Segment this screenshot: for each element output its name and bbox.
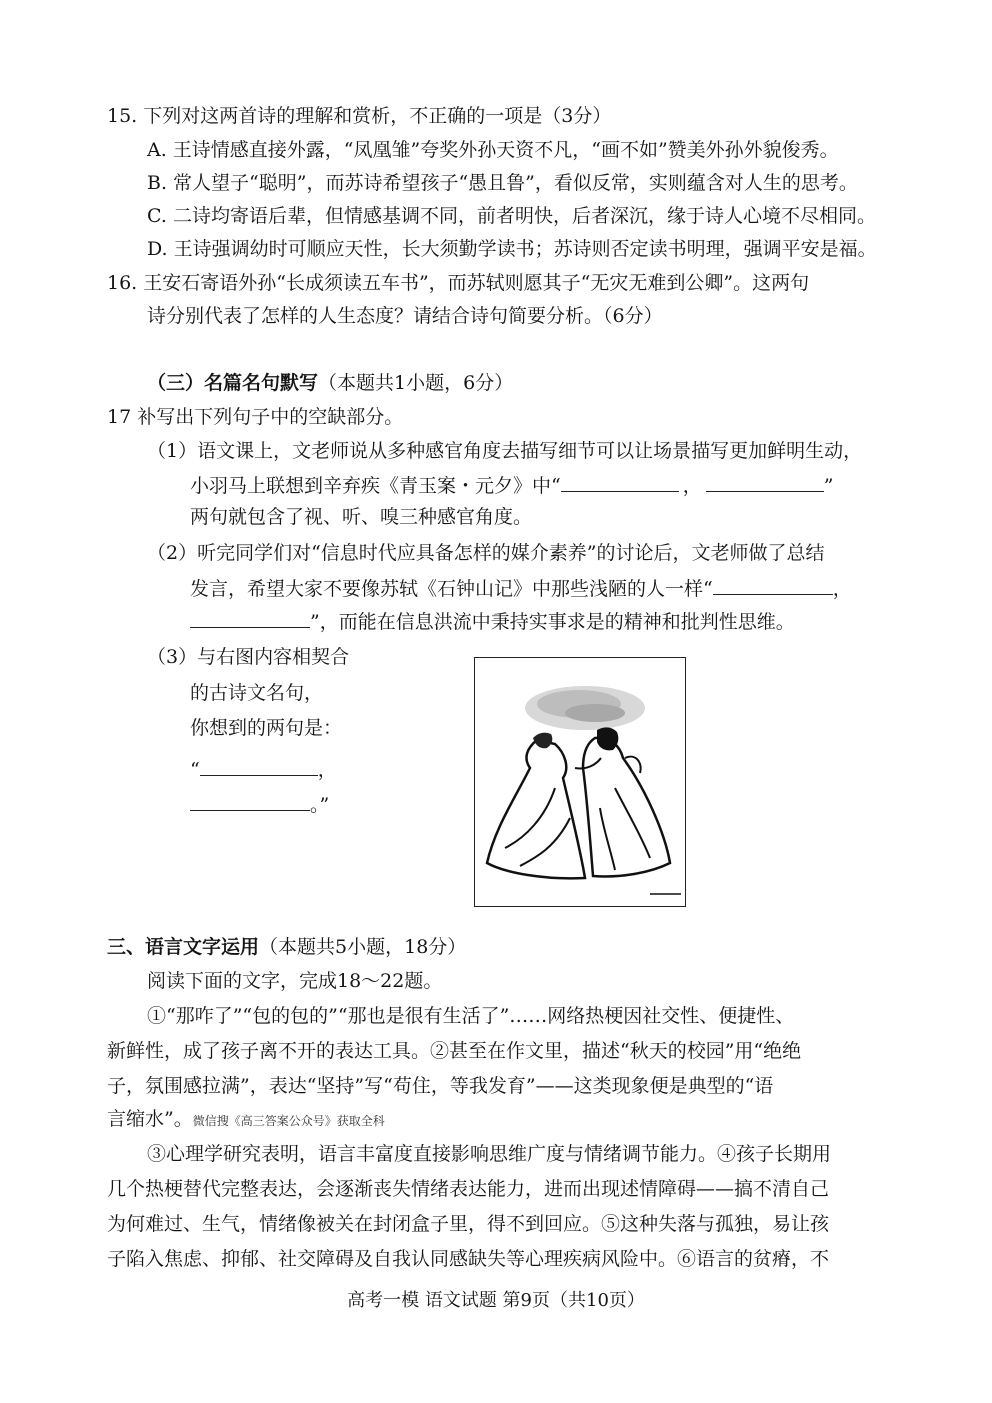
q17-p3-blank-2[interactable] [190,790,310,811]
q17-p2-prompt: 发言，希望大家不要像苏轼《石钟山记》中那些浅陋的人一样“ [190,578,713,600]
q16-line1: 16. 王安石寄语外孙“长成须读五车书”，而苏轼则愿其子“无灾无难到公卿”。这两句 [107,272,810,294]
q17-p1-line3: 两句就包含了视、听、嗅三种感官角度。 [190,506,533,528]
q15-stem: 15. 下列对这两首诗的理解和赏析，不正确的一项是（3分） [107,105,612,127]
comma: ， [682,475,702,497]
close-quote: ” [823,475,834,497]
part3-intro: 阅读下面的文字，完成18～22题。 [147,970,443,992]
q15-option-a: A. 王诗情感直接外露，“凤凰雏”夸奖外孙天资不凡，“画不如”赞美外孙外貌俊秀。 [147,139,839,161]
q17-p1-line2 [190,471,833,499]
end-quote: 。” [310,794,330,816]
q17-p2-line3 [190,607,795,635]
q17-p2-blank-1[interactable] [713,574,833,595]
q17-p3-line3: 你想到的两句是： [190,717,343,739]
para2-line4: 子陷入焦虑、抑郁、社交障碍及自我认同感缺失等心理疾病风险中。⑥语言的贫瘠，不 [107,1248,830,1270]
q17-stem: 17 补写出下列句子中的空缺部分。 [107,406,404,428]
para2-line3: 为何难过、生气，情绪像被关在封闭盒子里，得不到回应。⑤这种失落与孤独，易让孩 [107,1213,830,1235]
para2-line1: ③心理学研究表明，语言丰富度直接影响思维广度与情绪调节能力。④孩子长期用 [147,1143,832,1165]
part3-note: （本题共5小题，18分） [259,936,467,958]
section3-title: （三）名篇名句默写 [147,372,319,394]
q16-line2: 诗分别代表了怎样的人生态度？请结合诗句简要分析。（6分） [147,305,663,327]
q17-p2-line1: （2）听完同学们对“信息时代应具备怎样的媒介素养”的讨论后，文老师做了总结 [147,542,825,564]
para2-line2: 几个热梗替代完整表达，会逐渐丧失情绪表达能力，进而出现述情障碍——搞不清自己 [107,1178,830,1200]
scholars-drawing [475,658,684,905]
q17-p2-tail: ”，而能在信息洪流中秉持实事求是的精神和批判性思维。 [310,611,795,633]
para1-line2: 新鲜性，成了孩子离不开的表达工具。②甚至在作文里，描述“秋天的校园”用“绝绝 [107,1040,802,1062]
part3-heading [107,934,466,960]
q17-p3-answer-1 [190,755,337,783]
section3-note: （本题共1小题，6分） [318,372,514,394]
open-quote: “ [190,759,200,781]
section3-heading [147,370,513,396]
q17-p3-blank-1[interactable] [200,755,318,776]
q17-p2-blank-2[interactable] [190,607,310,628]
q15-option-b: B. 常人望子“聪明”，而苏诗希望孩子“愚且鲁”，看似反常，实则蕴含对人生的思考。 [147,172,858,194]
q17-p1-blank-2[interactable] [706,471,824,492]
q17-p3-line1: （3）与右图内容相契合 [147,646,350,668]
part3-title: 三、语言文字运用 [107,936,260,958]
q17-p3-answer-2 [190,790,329,818]
q17-p1-line1: （1）语文课上，文老师说从多种感官角度去描写细节可以让场景描写更加鲜明生动， [147,440,863,462]
comma: ， [317,759,337,781]
scholars-illustration [474,657,686,907]
q17-p3-line2: 的古诗文名句， [190,682,324,704]
q17-p1-blank-1[interactable] [561,471,679,492]
para1-last: 言缩水”。 [107,1108,193,1130]
comma: ， [832,578,852,600]
page-footer: 高考一模 语文试题 第9页（共10页） [347,1290,645,1311]
watermark: 微信搜《高三答案公众号》获取全科 [192,1114,385,1128]
q15-option-d: D. 王诗强调幼时可顺应天性，长大须勤学读书；苏诗则否定读书明理，强调平安是福。 [147,238,877,260]
q17-p1-prompt: 小羽马上联想到辛弃疾《青玉案・元夕》中“ [190,475,561,497]
para1-line3: 子，氛围感拉满”，表达“坚持”写“苟住，等我发育”——这类现象便是典型的“语 [107,1075,774,1097]
para1-line4 [107,1106,385,1134]
para1-line1: ①“那咋了”“包的包的”“那也是很有生活了”……网络热梗因社交性、便捷性、 [147,1005,795,1027]
q15-option-c: C. 二诗均寄语后辈，但情感基调不同，前者明快，后者深沉，缘于诗人心境不尽相同。 [147,205,876,227]
q17-p2-line2 [190,574,852,602]
